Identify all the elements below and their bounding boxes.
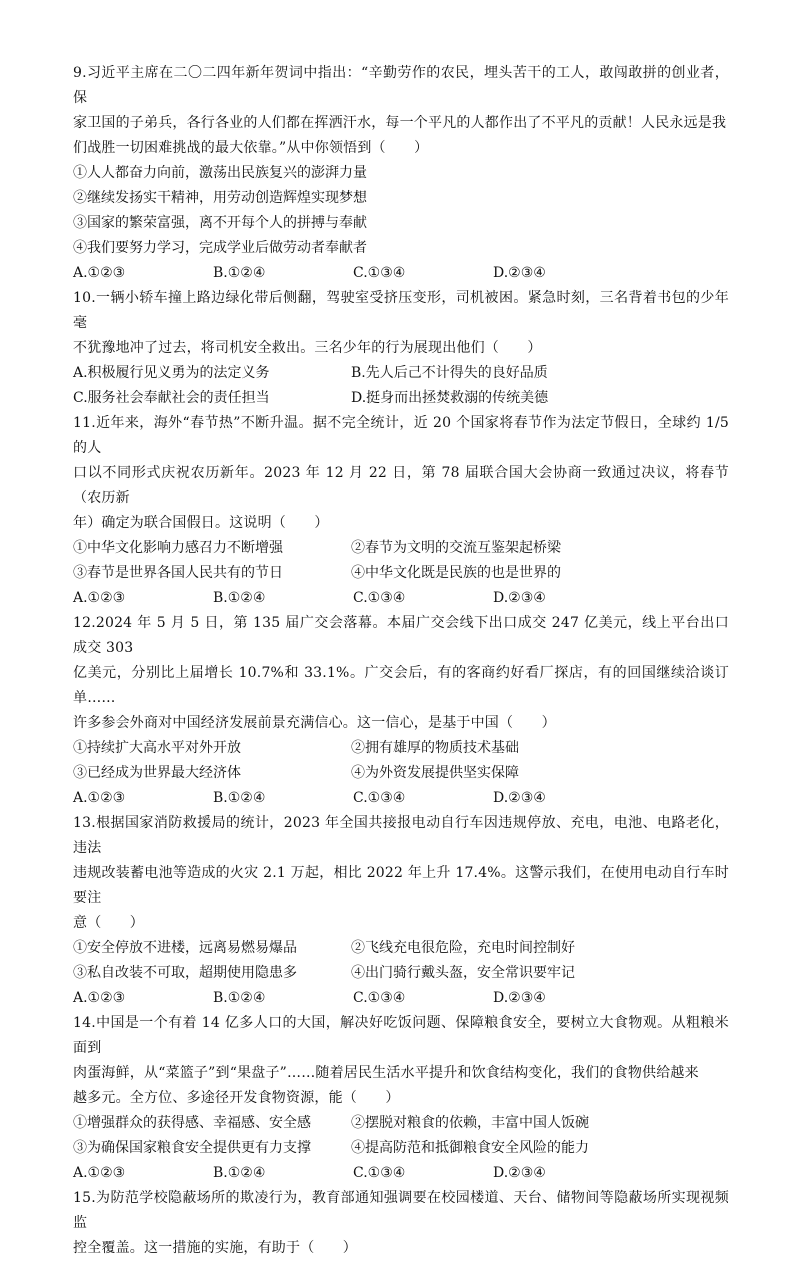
choice-c: C.服务社会奉献社会的责任担当 — [73, 390, 270, 406]
statement-4: ④提高防范和抵御粮食安全风险的能力 — [351, 1140, 589, 1156]
question-stem-line: 控全覆盖。这一措施的实施，有助于（ ） — [73, 1240, 357, 1256]
choice-row — [73, 361, 729, 386]
question-stem-line: 意（ ） — [73, 915, 144, 931]
statement-1: ①持续扩大高水平对外开放 — [73, 740, 241, 756]
choice-d: D.挺身而出拯焚救溺的传统美德 — [351, 390, 549, 406]
question-stem-line: 15.为防范学校隐蔽场所的欺凌行为，教育部通知强调要在校园楼道、天台、储物间等隐蔽场所实现视频监 — [73, 1190, 729, 1231]
question-stem-line: 不犹豫地冲了过去，将司机安全救出。三名少年的行为展现出他们（ ） — [73, 340, 542, 356]
statement-1: ①增强群众的获得感、幸福感、安全感 — [73, 1115, 311, 1131]
statement-2: ②继续发扬实干精神，用劳动创造辉煌实现梦想 — [73, 190, 367, 206]
choice-a: A.①②③ — [73, 590, 126, 606]
question-11 — [73, 411, 729, 611]
choice-b: B.先人后己不计得失的良好品质 — [351, 365, 548, 381]
choice-row — [73, 386, 729, 411]
question-stem-line: 们战胜一切困难挑战的最大依靠。”从中你领悟到（ ） — [73, 140, 429, 156]
choice-b: B.①②④ — [213, 265, 266, 281]
choice-b: B.①②④ — [213, 990, 266, 1006]
statement-1: ①安全停放不进楼，远离易燃易爆品 — [73, 940, 297, 956]
choice-a: A.①②③ — [73, 790, 126, 806]
question-9 — [73, 61, 729, 286]
choice-row — [73, 586, 729, 611]
question-stem-line: 14.中国是一个有着 14 亿多人口的大国，解决好吃饭问题、保障粮食安全，要树立大食物观。从粗粮米面到 — [73, 1015, 729, 1056]
statement-3: ③国家的繁荣富强，离不开每个人的拼搏与奉献 — [73, 215, 367, 231]
statement-row — [73, 536, 729, 561]
choice-a: A.积极履行见义勇为的法定义务 — [73, 365, 270, 381]
exam-page — [73, 61, 729, 1261]
question-stem-line: 12.2024 年 5 月 5 日，第 135 届广交会落幕。本届广交会线下出口成交 247 亿美元，线上平台出口成交 303 — [73, 615, 729, 656]
question-12 — [73, 611, 729, 811]
statement-4: ④出门骑行戴头盔，安全常识要牢记 — [351, 965, 575, 981]
choice-d: D.②③④ — [493, 790, 546, 806]
statement-3: ③私自改装不可取，超期使用隐患多 — [73, 965, 297, 981]
choice-b: B.①②④ — [213, 790, 266, 806]
question-stem-line: 许多参会外商对中国经济发展前景充满信心。这一信心，是基于中国（ ） — [73, 715, 556, 731]
statement-row — [73, 1136, 729, 1161]
statement-1: ①中华文化影响力感召力不断增强 — [73, 540, 283, 556]
statement-3: ③春节是世界各国人民共有的节日 — [73, 565, 283, 581]
choice-c: C.①③④ — [353, 590, 406, 606]
choice-c: C.①③④ — [353, 265, 406, 281]
statement-row — [73, 561, 729, 586]
statement-row — [73, 761, 729, 786]
question-stem-line: 家卫国的子弟兵，各行各业的人们都在挥洒汗水，每一个平凡的人都作出了不平凡的贡献！人民永远是我 — [73, 115, 727, 131]
question-stem-line: 年）确定为联合国假日。这说明（ ） — [73, 515, 329, 531]
statement-3: ③为确保国家粮食安全提供更有力支撑 — [73, 1140, 311, 1156]
question-stem-line: 9.习近平主席在二〇二四年新年贺词中指出：“辛勤劳作的农民，埋头苦干的工人，敢闯敢拼的创业者，保 — [73, 65, 729, 106]
statement-2: ②摆脱对粮食的依赖，丰富中国人饭碗 — [351, 1115, 589, 1131]
statement-1: ①人人都奋力向前，激荡出民族复兴的澎湃力量 — [73, 165, 367, 181]
question-stem-line: 11.近年来，海外“春节热”不断升温。据不完全统计，近 20 个国家将春节作为法定节假日，全球约 1/5 的人 — [73, 415, 729, 456]
question-stem-line: 亿美元，分别比上届增长 10.7%和 33.1%。广交会后，有的客商约好看厂探店，有的回国继续洽谈订单…… — [73, 665, 729, 706]
statement-2: ②拥有雄厚的物质技术基础 — [351, 740, 519, 756]
choice-row — [73, 786, 729, 811]
choice-d: D.②③④ — [493, 1165, 546, 1181]
statement-4: ④我们要努力学习，完成学业后做劳动者奉献者 — [73, 240, 367, 256]
choice-d: D.②③④ — [493, 590, 546, 606]
question-15 — [73, 1186, 729, 1261]
choice-a: A.①②③ — [73, 1165, 126, 1181]
statement-3: ③已经成为世界最大经济体 — [73, 765, 241, 781]
choice-row — [73, 986, 729, 1011]
choice-d: D.②③④ — [493, 990, 546, 1006]
question-stem-line: 10.一辆小轿车撞上路边绿化带后侧翻，驾驶室受挤压变形，司机被困。紧急时刻，三名背着书包的少年毫 — [73, 290, 729, 331]
statement-row — [73, 1111, 729, 1136]
question-10 — [73, 286, 729, 411]
question-stem-line: 口以不同形式庆祝农历新年。2023 年 12 月 22 日，第 78 届联合国大会协商一致通过决议，将春节（农历新 — [73, 465, 729, 506]
question-13 — [73, 811, 729, 1011]
choice-b: B.①②④ — [213, 1165, 266, 1181]
choice-c: C.①③④ — [353, 990, 406, 1006]
statement-row — [73, 961, 729, 986]
statement-2: ②飞线充电很危险，充电时间控制好 — [351, 940, 575, 956]
statement-row — [73, 736, 729, 761]
question-stem-line: 13.根据国家消防救援局的统计，2023 年全国共接报电动自行车因违规停放、充电，电池、电路老化，违法 — [73, 815, 729, 856]
choice-d: D.②③④ — [493, 265, 546, 281]
question-stem-line: 违规改装蓄电池等造成的火灾 2.1 万起，相比 2022 年上升 17.4%。这警示我们，在使用电动自行车时要注 — [73, 865, 729, 906]
choice-a: A.①②③ — [73, 265, 126, 281]
choice-c: C.①③④ — [353, 1165, 406, 1181]
choice-a: A.①②③ — [73, 990, 126, 1006]
choice-b: B.①②④ — [213, 590, 266, 606]
question-stem-line: 肉蛋海鲜，从“菜篮子”到“果盘子”……随着居民生活水平提升和饮食结构变化，我们的食物供给越来 — [73, 1065, 699, 1081]
statement-4: ④中华文化既是民族的也是世界的 — [351, 565, 561, 581]
question-14 — [73, 1011, 729, 1186]
statement-row — [73, 936, 729, 961]
choice-row — [73, 261, 729, 286]
choice-c: C.①③④ — [353, 790, 406, 806]
question-stem-line: 越多元。全方位、多途径开发食物资源，能（ ） — [73, 1090, 400, 1106]
statement-4: ④为外资发展提供坚实保障 — [351, 765, 519, 781]
choice-row — [73, 1161, 729, 1186]
statement-2: ②春节为文明的交流互鉴架起桥梁 — [351, 540, 561, 556]
